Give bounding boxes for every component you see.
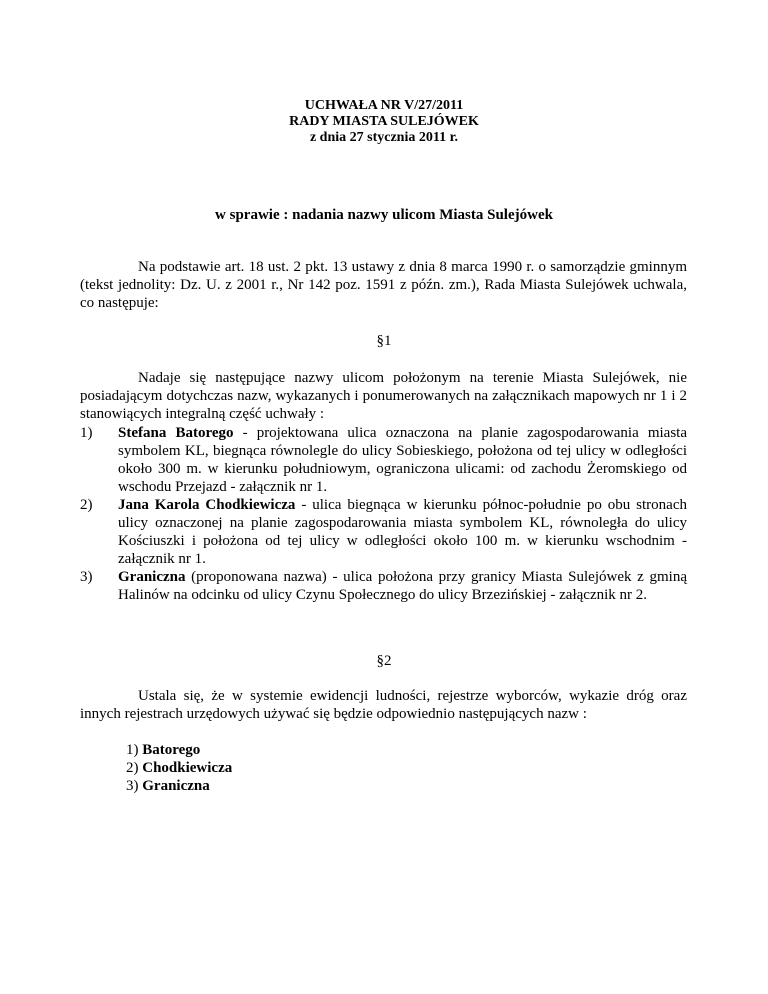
list-item-number: 2) bbox=[126, 760, 139, 776]
street-name: Jana Karola Chodkiewicza bbox=[118, 497, 296, 513]
list-item-number: 1) bbox=[80, 425, 93, 441]
section-1-heading: §1 bbox=[376, 333, 392, 349]
street-name: Graniczna bbox=[118, 569, 186, 585]
street-description: (proponowana nazwa) - ulica położona przy granicy Miasta Sulejówek z gminą Halinów na odcinku od ulicy Czynu Społecznego do ulicy Brzezińskiej - załącznik nr 2. bbox=[118, 569, 687, 603]
section-2-heading: §2 bbox=[376, 653, 392, 669]
street-name: Stefana Batorego bbox=[118, 425, 234, 441]
section-2-intro: Ustala się, że w systemie ewidencji ludności, rejestrze wyborców, wykazie dróg oraz innych rejestrach urzędowych używać się będzie odpowiednio następujących nazw : bbox=[80, 688, 687, 722]
list-item bbox=[80, 568, 687, 604]
short-street-name: Graniczna bbox=[142, 778, 210, 794]
resolution-subject: w sprawie : nadania nazwy ulicom Miasta Sulejówek bbox=[215, 207, 553, 223]
list-item bbox=[126, 777, 232, 795]
preamble-paragraph: Na podstawie art. 18 ust. 2 pkt. 13 ustawy z dnia 8 marca 1990 r. o samorządzie gminnym (tekst jednolity: Dz. U. z 2001 r., Nr 142 poz. 1591 z późn. zm.), Rada Miasta Sulejówek uchwala, co następuje: bbox=[80, 259, 687, 311]
street-description: - ulica biegnąca w kierunku północ-południe po obu stronach ulicy oznaczonej na planie zagospodarowania miasta symbolem KL, równoległa do ulicy Kościuszki i położona od tej ulicy w odległości około 100 m. w kierunku wschodnim - załącznik nr 1. bbox=[118, 497, 687, 567]
list-item-number: 1) bbox=[126, 742, 139, 758]
short-street-name: Batorego bbox=[142, 742, 201, 758]
list-item bbox=[126, 741, 232, 759]
list-item bbox=[80, 424, 687, 496]
resolution-date: z dnia 27 stycznia 2011 r. bbox=[309, 130, 459, 145]
list-item bbox=[80, 496, 687, 568]
street-list bbox=[80, 424, 687, 604]
short-street-name: Chodkiewicza bbox=[142, 760, 233, 776]
list-item-number: 2) bbox=[80, 497, 93, 513]
list-item-number: 3) bbox=[80, 569, 93, 585]
short-names-list bbox=[126, 741, 232, 795]
council-name: RADY MIASTA SULEJÓWEK bbox=[289, 114, 479, 129]
section-1-intro: Nadaje się następujące nazwy ulicom położonym na terenie Miasta Sulejówek, nie posiadającym dotychczas nazw, wykazanych i ponumerowanych na załącznikach mapowych nr 1 i 2 stanowiących integralną część uchwały : bbox=[80, 370, 687, 422]
list-item-number: 3) bbox=[126, 778, 139, 794]
street-description: - projektowana ulica oznaczona na planie zagospodarowania miasta symbolem KL, biegnąca równolegle do ulicy Sobieskiego, położona od tej ulicy w odległości około 300 m. w kierunku południowym, ograniczona ulicami: od zachodu Żeromskiego od wschodu Przejazd - załącznik nr 1. bbox=[118, 425, 687, 495]
resolution-header bbox=[0, 98, 768, 146]
resolution-number: UCHWAŁA NR V/27/2011 bbox=[304, 98, 464, 113]
list-item bbox=[126, 759, 232, 777]
